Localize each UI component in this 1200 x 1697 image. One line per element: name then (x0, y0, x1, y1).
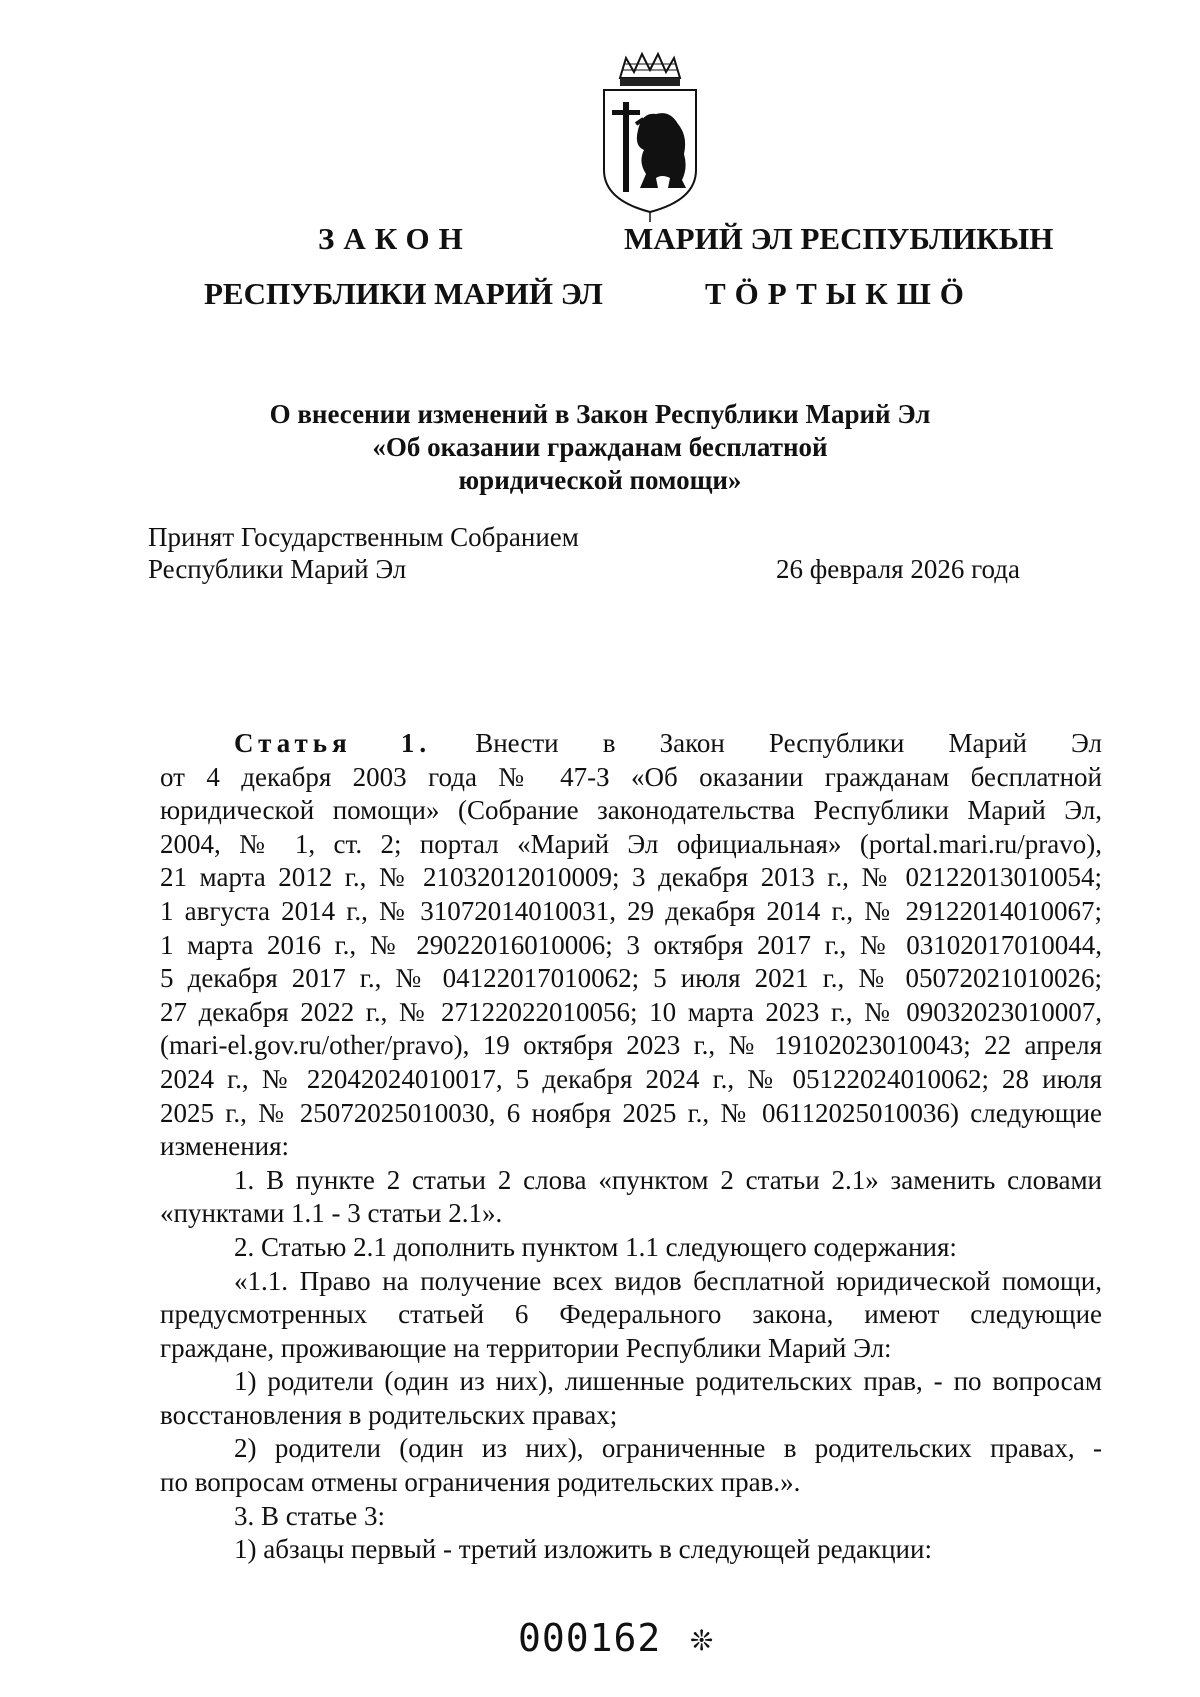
coat-of-arms-icon (598, 50, 702, 226)
body-line: 2025 г., № 25072025010030, 6 ноября 2025 г., № 06112025010036) следующие (160, 1097, 1102, 1128)
header-right-line1: МАРИЙ ЭЛ РЕСПУБЛИКЫН (624, 221, 1054, 256)
header-right-line2: ТӦРТЫКШӦ (705, 276, 973, 311)
body-line: «1.1. Право на получение всех видов бесплатной юридической помощи, (234, 1265, 1102, 1296)
body-line: 1) родители (один из них), лишенные родительских прав, - по вопросам (234, 1366, 1102, 1397)
body-line: Статья 1. Внести в Закон Республики Марий Эл (234, 728, 1102, 758)
body-line: 2004, № 1, ст. 2; портал «Марий Эл официальная» (portal.mari.ru/pravo), (160, 828, 1102, 859)
body-line: от 4 декабря 2003 года № 47-З «Об оказании гражданам бесплатной (160, 761, 1102, 792)
header-left-line1: ЗАКОН (318, 221, 472, 256)
body-line: по вопросам отмены ограничения родительских прав.». (160, 1467, 801, 1498)
body-line: 1 марта 2016 г., № 29022016010006; 3 октября 2017 г., № 03102017010044, (160, 929, 1102, 960)
body-line: изменения: (160, 1131, 290, 1162)
body-line: «пунктами 1.1 - 3 статьи 2.1». (160, 1198, 503, 1229)
body-line: 1) абзацы первый - третий изложить в следующей редакции: (234, 1534, 932, 1565)
article-heading: Статья 1. (234, 728, 432, 758)
body-line: восстановления в родительских правах; (160, 1399, 618, 1430)
title-line: О внесении изменений в Закон Республики Марий Эл (269, 399, 931, 429)
body-line: предусмотренных статьей 6 Федерального закона, имеют следующие (160, 1299, 1102, 1330)
title-line: «Об оказании гражданам бесплатной (372, 432, 828, 462)
footer-mark-icon: ❊ (690, 1624, 714, 1657)
body-line: граждане, проживающие на территории Республики Марий Эл: (160, 1332, 892, 1363)
header-left-line2: РЕСПУБЛИКИ МАРИЙ ЭЛ (204, 276, 603, 311)
body-line: 1 августа 2014 г., № 31072014010031, 29 декабря 2014 г., № 29122014010067; (160, 895, 1102, 926)
article-1-body (160, 727, 1102, 1567)
body-line: 27 декабря 2022 г., № 27122022010056; 10 марта 2023 г., № 09032023010007, (160, 996, 1102, 1027)
adoption-date: 26 февраля 2026 года (776, 554, 1020, 584)
body-line: юридической помощи» (Собрание законодательства Республики Марий Эл, (160, 795, 1102, 826)
body-line: 2024 г., № 22042024010017, 5 декабря 2024 г., № 05122024010062; 28 июля (160, 1063, 1102, 1094)
title-line: юридической помощи» (458, 465, 742, 495)
body-line: 3. В статье 3: (234, 1500, 386, 1531)
adoption-line1: Принят Государственным Собранием (148, 522, 579, 552)
page-serial-number: 000162 (518, 1616, 662, 1660)
body-line: (mari-el.gov.ru/other/pravo), 19 октября 2023 г., № 19102023010043; 22 апреля (160, 1030, 1102, 1061)
body-line: 2. Статью 2.1 дополнить пунктом 1.1 следующего содержания: (234, 1231, 957, 1262)
document-title (0, 398, 1200, 497)
body-line: 5 декабря 2017 г., № 04122017010062; 5 июля 2021 г., № 05072021010026; (160, 963, 1102, 994)
body-line: 2) родители (один из них), ограниченные в родительских правах, - (234, 1433, 1102, 1464)
adoption-line2: Республики Марий Эл (148, 554, 407, 584)
body-line: 21 марта 2012 г., № 21032012010009; 3 декабря 2013 г., № 02122013010054; (160, 862, 1102, 893)
body-line: 1. В пункте 2 статьи 2 слова «пунктом 2 статьи 2.1» заменить словами (234, 1164, 1102, 1195)
